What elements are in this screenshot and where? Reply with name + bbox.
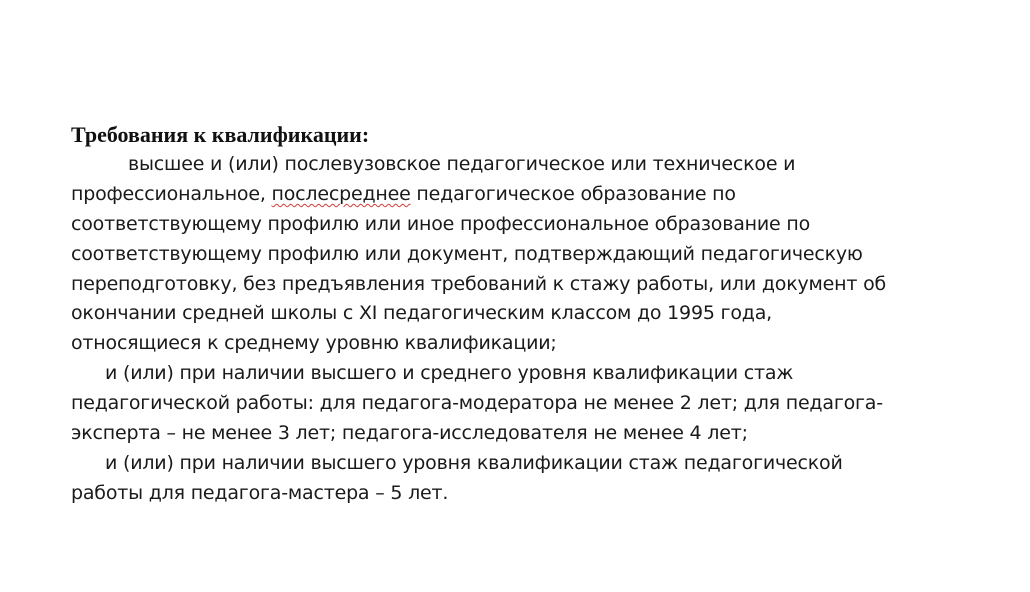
- text-run: профессиональное,: [71, 183, 272, 205]
- text-run: педагогическое образование по: [410, 183, 736, 205]
- paragraph-2-line-3: эксперта – не менее 3 лет; педагога-исследователя не менее 4 лет;: [71, 422, 748, 444]
- paragraph-1-line-7: относящиеся к среднему уровню квалификации;: [71, 332, 557, 354]
- paragraph-3-line-2: работы для педагога-мастера – 5 лет.: [71, 482, 449, 504]
- paragraph-3-line-1: и (или) при наличии высшего уровня квалификации стаж педагогической: [105, 452, 843, 474]
- paragraph-1-line-1: высшее и (или) послевузовское педагогическое или техническое и: [128, 153, 796, 175]
- paragraph-1-line-4: соответствующему профилю или документ, подтверждающий педагогическую: [71, 243, 863, 265]
- paragraph-1-line-2: [71, 183, 736, 205]
- misspelled-word[interactable]: послесреднее: [271, 183, 411, 205]
- section-heading: Требования к квалификации:: [71, 122, 370, 147]
- paragraph-1-line-6: окончании средней школы с XI педагогическим классом до 1995 года,: [71, 302, 772, 324]
- paragraph-2-line-2: педагогической работы: для педагога-модератора не менее 2 лет; для педагога-: [71, 392, 883, 414]
- paragraph-1-line-3: соответствующему профилю или иное профессиональное образование по: [71, 213, 811, 235]
- paragraph-2-line-1: и (или) при наличии высшего и среднего уровня квалификации стаж: [105, 362, 794, 384]
- paragraph-1-line-5: переподготовку, без предъявления требований к стажу работы, или документ об: [71, 273, 887, 295]
